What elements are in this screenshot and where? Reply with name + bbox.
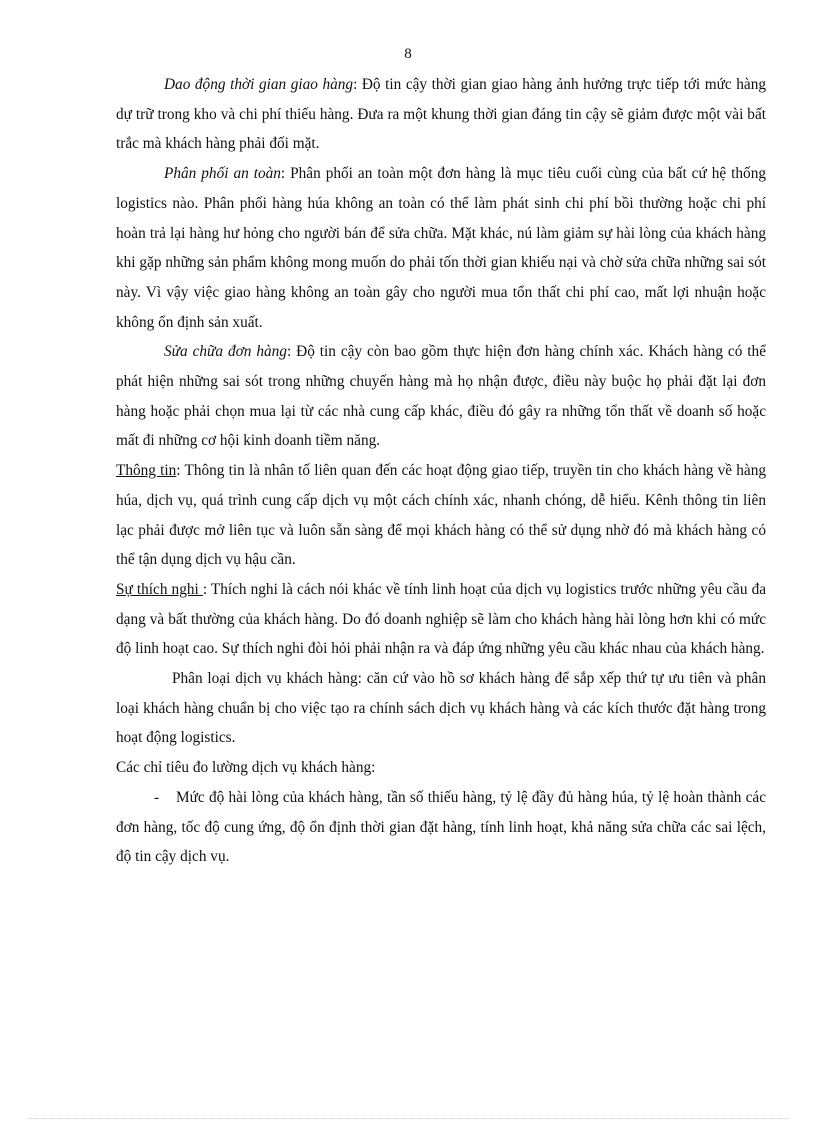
term-delivery-time-variation: Dao động thời gian giao hàng — [164, 76, 354, 93]
bullet-text: Mức độ hài lòng của khách hàng, tần số thiếu hàng, tỷ lệ đầy đủ hàng húa, tỷ lệ hoàn thành các đơn hàng, tốc độ cung ứng, độ ổn định thời gian đặt hàng, tính linh hoạt, khả năng sửa chữa các sai lệch, độ tin cậy dịch vụ. — [116, 788, 766, 866]
bullet-dash: - — [154, 788, 160, 806]
paragraph-adaptation — [116, 575, 766, 664]
term-order-correction: Sửa chữa đơn hàng — [164, 343, 287, 361]
term-information: Thông tin — [116, 462, 177, 480]
paragraph-safe-distribution — [116, 159, 766, 337]
paragraph-text: : Thích nghi là cách nói khác về tính linh hoạt của dịch vụ logistics trước những yêu cầu đa dạng và bất thường của khách hàng. Do đó doanh nghiệp sẽ làm cho khách hàng hài lòng hơn khi có mức độ linh hoạt cao. Sự thích nghi đòi hỏi phải nhận ra và đáp ứng những yêu cầu khác nhau của khách hàng. — [116, 580, 767, 658]
bullet-item — [116, 783, 766, 872]
paragraph-text: : Thông tin là nhân tố liên quan đến các hoạt động giao tiếp, truyền tin cho khách hàng về hàng húa, dịch vụ, quá trình cung cấp dịch vụ một cách chính xác, nhanh chóng, dễ hiểu. Kênh thông tin liên lạc phải được mở liên tục và luôn sẵn sàng để mọi khách hàng có thể sử dụng nhờ đó mà khách hàng có thể tận dụng dịch vụ hậu cần. — [116, 462, 766, 569]
paragraph-text: : Độ tin cậy còn bao gồm thực hiện đơn hàng chính xác. Khách hàng có thể phát hiện những sai sót trong những chuyến hàng mà họ nhận được, điều này buộc họ phải đặt lại đơn hàng hoặc phải chọn mua lại từ các nhà cung cấp khác, điều đó gây ra những tổn thất về doanh số hoặc mất đi những cơ hội kinh doanh tiềm năng. — [116, 343, 766, 450]
page-footer-divider — [28, 1118, 788, 1119]
paragraph-text: : Phân phối an toàn một đơn hàng là mục tiêu cuối cùng của bất cứ hệ thống logistics nào. Phân phối hàng húa không an toàn có thể làm phát sinh chi phí bồi thường hoặc chi phí hoàn trả lại hàng hư hỏng cho người bán để sửa chữa. Mặt khác, nú làm giảm sự hài lòng của khách hàng khi gặp những sản phẩm không mong muốn do phải tốn thời gian khiếu nại và chờ sửa chữa những sai sót này. Vì vậy việc giao hàng không an toàn gây cho người mua tổn thất chi phí cao, mất lợi nhuận hoặc không ổn định sản xuất. — [116, 165, 766, 331]
paragraph-metrics-heading: Các chỉ tiêu đo lường dịch vụ khách hàng: — [116, 759, 376, 777]
term-adaptation: Sự thích nghi — [116, 580, 203, 598]
paragraph-information — [116, 456, 766, 575]
paragraph-delivery-time-variation — [116, 70, 766, 159]
page-number: 8 — [404, 46, 412, 62]
paragraph-text: : Độ tin cậy thời gian giao hàng ảnh hưởng trực tiếp tới mức hàng dự trữ trong kho và chi phí thiếu hàng. Đưa ra một khung thời gian đáng tin cậy sẽ giảm được một vài bất trắc mà khách hàng phải đối mặt. — [116, 76, 766, 153]
paragraph-order-correction — [116, 337, 766, 456]
paragraph-customer-classification: Phân loại dịch vụ khách hàng: căn cứ vào hồ sơ khách hàng để sắp xếp thứ tự ưu tiên và phân loại khách hàng chuẩn bị cho việc tạo ra chính sách dịch vụ khách hàng và các kích thước đặt hàng trong hoạt động logistics. — [116, 670, 766, 747]
document-body — [116, 70, 766, 872]
term-safe-distribution: Phân phối an toàn — [164, 165, 281, 183]
